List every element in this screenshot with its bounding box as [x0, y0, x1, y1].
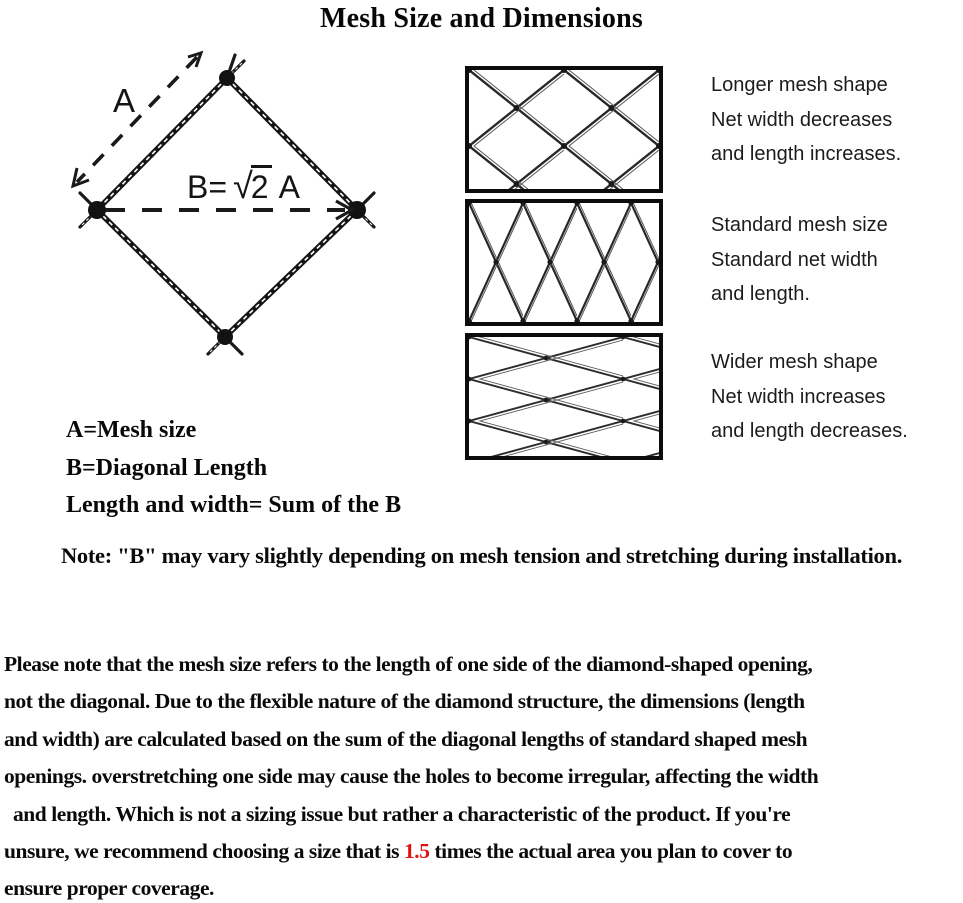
paragraph-line: [4, 833, 960, 870]
sqrt-icon: √: [233, 165, 253, 206]
standard-mesh-pattern: [469, 203, 659, 322]
diamond-rope-sides: [97, 78, 357, 337]
size-multiplier-highlight: 1.5: [404, 839, 430, 864]
diagonal-formula: [187, 165, 300, 207]
formula-radicand: 2: [251, 165, 272, 205]
paragraph-line: ensure proper coverage.: [4, 876, 214, 901]
caption-line: and length.: [711, 283, 810, 305]
sizing-explanation: [4, 646, 960, 903]
wider-mesh-caption: [711, 345, 961, 449]
longer-mesh-caption: [711, 68, 961, 172]
caption-line: Standard mesh size: [711, 214, 888, 236]
paragraph-line: openings. overstretching one side may cause the holes to become irregular, affecting the width: [4, 764, 819, 789]
paragraph-segment: times the actual area you plan to cover to: [429, 839, 793, 864]
caption-line: Wider mesh shape: [711, 351, 878, 373]
legend-length-width: Length and width= Sum of the B: [66, 492, 402, 518]
formula-rhs: A: [278, 169, 300, 205]
longer-mesh-sample: [465, 66, 663, 193]
paragraph-line: not the diagonal. Due to the flexible nature of the diamond structure, the dimensions (length: [4, 689, 805, 714]
wider-mesh-pattern: [469, 337, 659, 456]
paragraph-line: Please note that the mesh size refers to the length of one side of the diamond-shaped opening,: [4, 652, 813, 676]
dimension-legend: [66, 412, 401, 525]
formula-lhs: B=: [187, 169, 228, 205]
standard-mesh-sample: [465, 199, 663, 326]
side-length-label: A: [113, 82, 136, 119]
legend-mesh-size: A=Mesh size: [66, 417, 197, 443]
paragraph-line: and length. Which is not a sizing issue but rather a characteristic of the product. If you're: [13, 801, 791, 826]
paragraph-segment: unsure, we recommend choosing a size that is: [4, 839, 404, 864]
mesh-diamond-diagram: [45, 40, 445, 375]
caption-line: Standard net width: [711, 248, 878, 271]
caption-line: Net width increases: [711, 385, 886, 408]
caption-line: Longer mesh shape: [711, 74, 888, 96]
caption-line: and length increases.: [711, 143, 902, 165]
caption-line: and length decreases.: [711, 420, 908, 442]
paragraph-line: and width) are calculated based on the sum of the diagonal lengths of standard shaped mesh: [4, 726, 808, 751]
standard-mesh-caption: [711, 208, 961, 312]
installation-note: Note: "B" may vary slightly depending on mesh tension and stretching during installation.: [60, 543, 903, 568]
legend-diagonal-length: B=Diagonal Length: [66, 454, 268, 481]
longer-mesh-pattern: [469, 70, 659, 189]
rope-braid-texture: [97, 78, 357, 337]
page-title: Mesh Size and Dimensions: [320, 3, 643, 34]
caption-line: Net width decreases: [711, 108, 893, 131]
wider-mesh-sample: [465, 333, 663, 460]
